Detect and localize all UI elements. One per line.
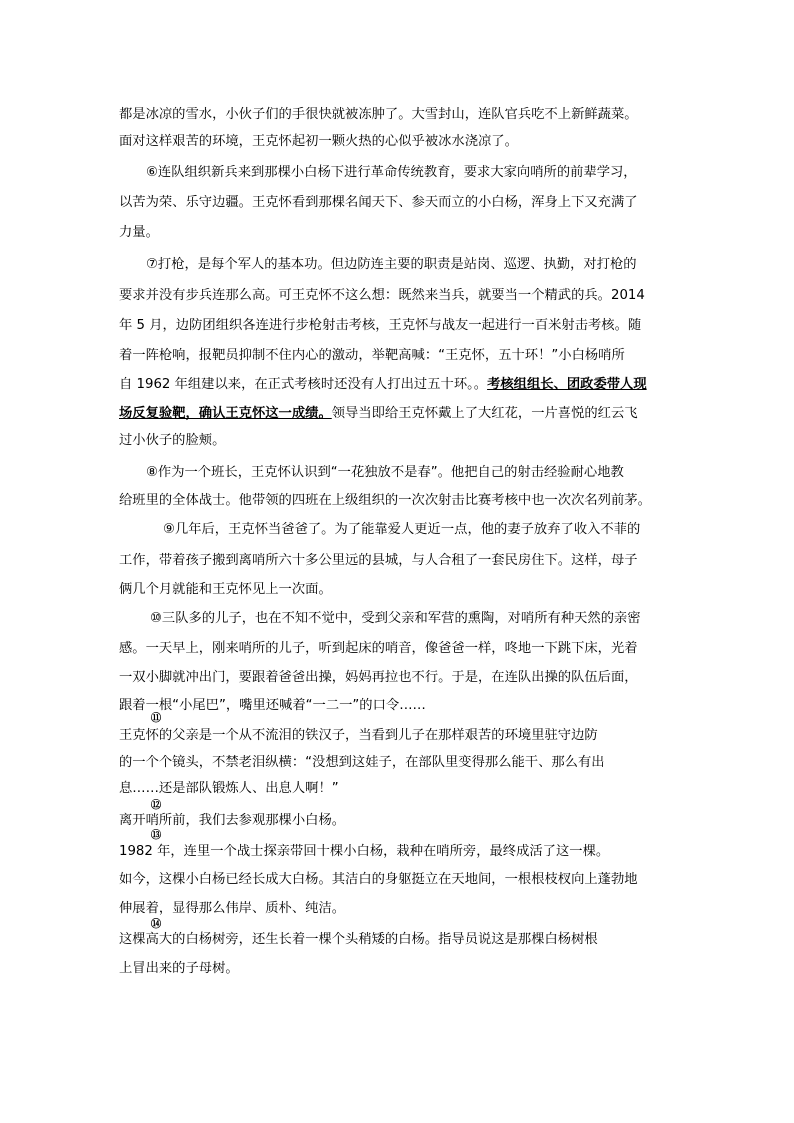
text-line: 着一阵枪响，报靶员抑制不住内心的激动，举靶高喊：“王克怀，五十环！”小白杨哨所	[119, 348, 625, 363]
text-line: 上冒出来的子母树。	[119, 961, 239, 976]
text-line: 息……还是部队锻炼人、出息人啊！”	[119, 781, 339, 796]
text-line: 过小伙子的脸颊。	[119, 433, 226, 448]
text-line: 年 5 月，边防团组织各连进行步枪射击考核，王克怀与战友一起进行一百米射击考核。随	[119, 318, 642, 333]
text-line: 感。一天早上，刚来哨所的儿子，听到起床的哨音，像爸爸一样，咚地一下跳下床，光着	[119, 641, 638, 656]
text-line: 离开哨所前，我们去参观那棵小白杨。	[119, 813, 346, 828]
text-line: 这棵高大的白杨树旁，还生长着一棵个头稍矮的白杨。指导员说这是那棵白杨树根	[119, 932, 598, 947]
text-line: 伸展着，显得那么伟岸、质朴、纯洁。	[119, 901, 346, 916]
text-line: 1982 年，连里一个战士探亲带回十棵小白杨，栽种在哨所旁，最终成活了这一棵。	[119, 844, 610, 859]
text-line: 跟着一根“小尾巴”，嘴里还喊着“一二一”的口令……	[119, 698, 426, 713]
text-line	[119, 376, 647, 394]
text-segment: 领导当即给王克怀戴上了大红花，一片喜悦的红云飞	[331, 406, 638, 421]
text-line: 给班里的全体战士。他带领的四班在上级组织的一次次射击比赛考核中也一次次名列前茅。	[119, 493, 651, 508]
text-line: ⑩三队多的儿子，也在不知不觉中，受到父亲和军营的熏陶，对哨所有种天然的亲密	[150, 611, 641, 626]
text-line: 的一个个镜头，不禁老泪纵横：“没想到这娃子，在部队里变得那么能干、那么有出	[119, 755, 605, 770]
paragraph-marker-13: ⑬	[150, 829, 162, 841]
text-line: 面对这样艰苦的环境，王克怀起初一颗火热的心似乎被冰水浇凉了。	[119, 134, 518, 149]
text-line: 工作，带着孩子搬到离哨所六十多公里远的县城，与人合租了一套民房住下。这样，母子	[119, 553, 638, 568]
text-line: 要求并没有步兵连那么高。可王克怀不这么想：既然来当兵，就要当一个精武的兵。2014	[119, 288, 645, 303]
underlined-phrase: 考核组组长、团政委带人现	[487, 377, 647, 392]
text-segment: 自 1962 年组建以来，在正式考核时还没有人打出过五十环。	[119, 377, 474, 392]
text-line: 王克怀的父亲是一个从不流泪的铁汉子，当看到儿子在那样艰苦的环境里驻守边防	[119, 728, 598, 743]
bullet-char: 。	[473, 377, 488, 392]
text-line: 如今，这棵小白杨已经长成大白杨。其洁白的身躯挺立在天地间，一根根枝杈向上蓬勃地	[119, 872, 638, 887]
text-line: 都是冰凉的雪水，小伙子们的手很快就被冻肿了。大雪封山，连队官兵吃不上新鲜蔬菜。	[119, 107, 638, 122]
underlined-phrase: 场反复验靶，确认王克怀这一成绩。	[119, 406, 332, 421]
text-line: 以苦为荣、乐守边疆。王克怀看到那棵名闻天下、参天而立的小白杨，浑身上下又充满了	[119, 195, 638, 210]
text-line: ⑨几年后，王克怀当爸爸了。为了能靠爱人更近一点，他的妻子放弃了收入不菲的	[163, 522, 641, 537]
text-line: ⑥连队组织新兵来到那棵小白杨下进行革命传统教育，要求大家向哨所的前辈学习，	[146, 165, 637, 180]
text-line: 俩几个月就能和王克怀见上一次面。	[119, 582, 332, 597]
text-line: ⑧作为一个班长，王克怀认识到“一花独放不是春”。他把自己的射击经验耐心地教	[146, 465, 624, 480]
text-line: 力量。	[119, 225, 159, 240]
text-line	[119, 405, 638, 423]
text-line: 一双小脚就冲出门，要跟着爸爸出操，妈妈再拉也不行。于是，在连队出操的队伍后面，	[119, 670, 638, 685]
paragraph-marker-12: ⑫	[150, 799, 162, 811]
paragraph-marker-14: ⑭	[150, 918, 162, 930]
paragraph-marker-11: ⑪	[150, 712, 162, 724]
text-line: ⑦打枪，是每个军人的基本功。但边防连主要的职责是站岗、巡逻、执勤，对打枪的	[146, 257, 637, 272]
